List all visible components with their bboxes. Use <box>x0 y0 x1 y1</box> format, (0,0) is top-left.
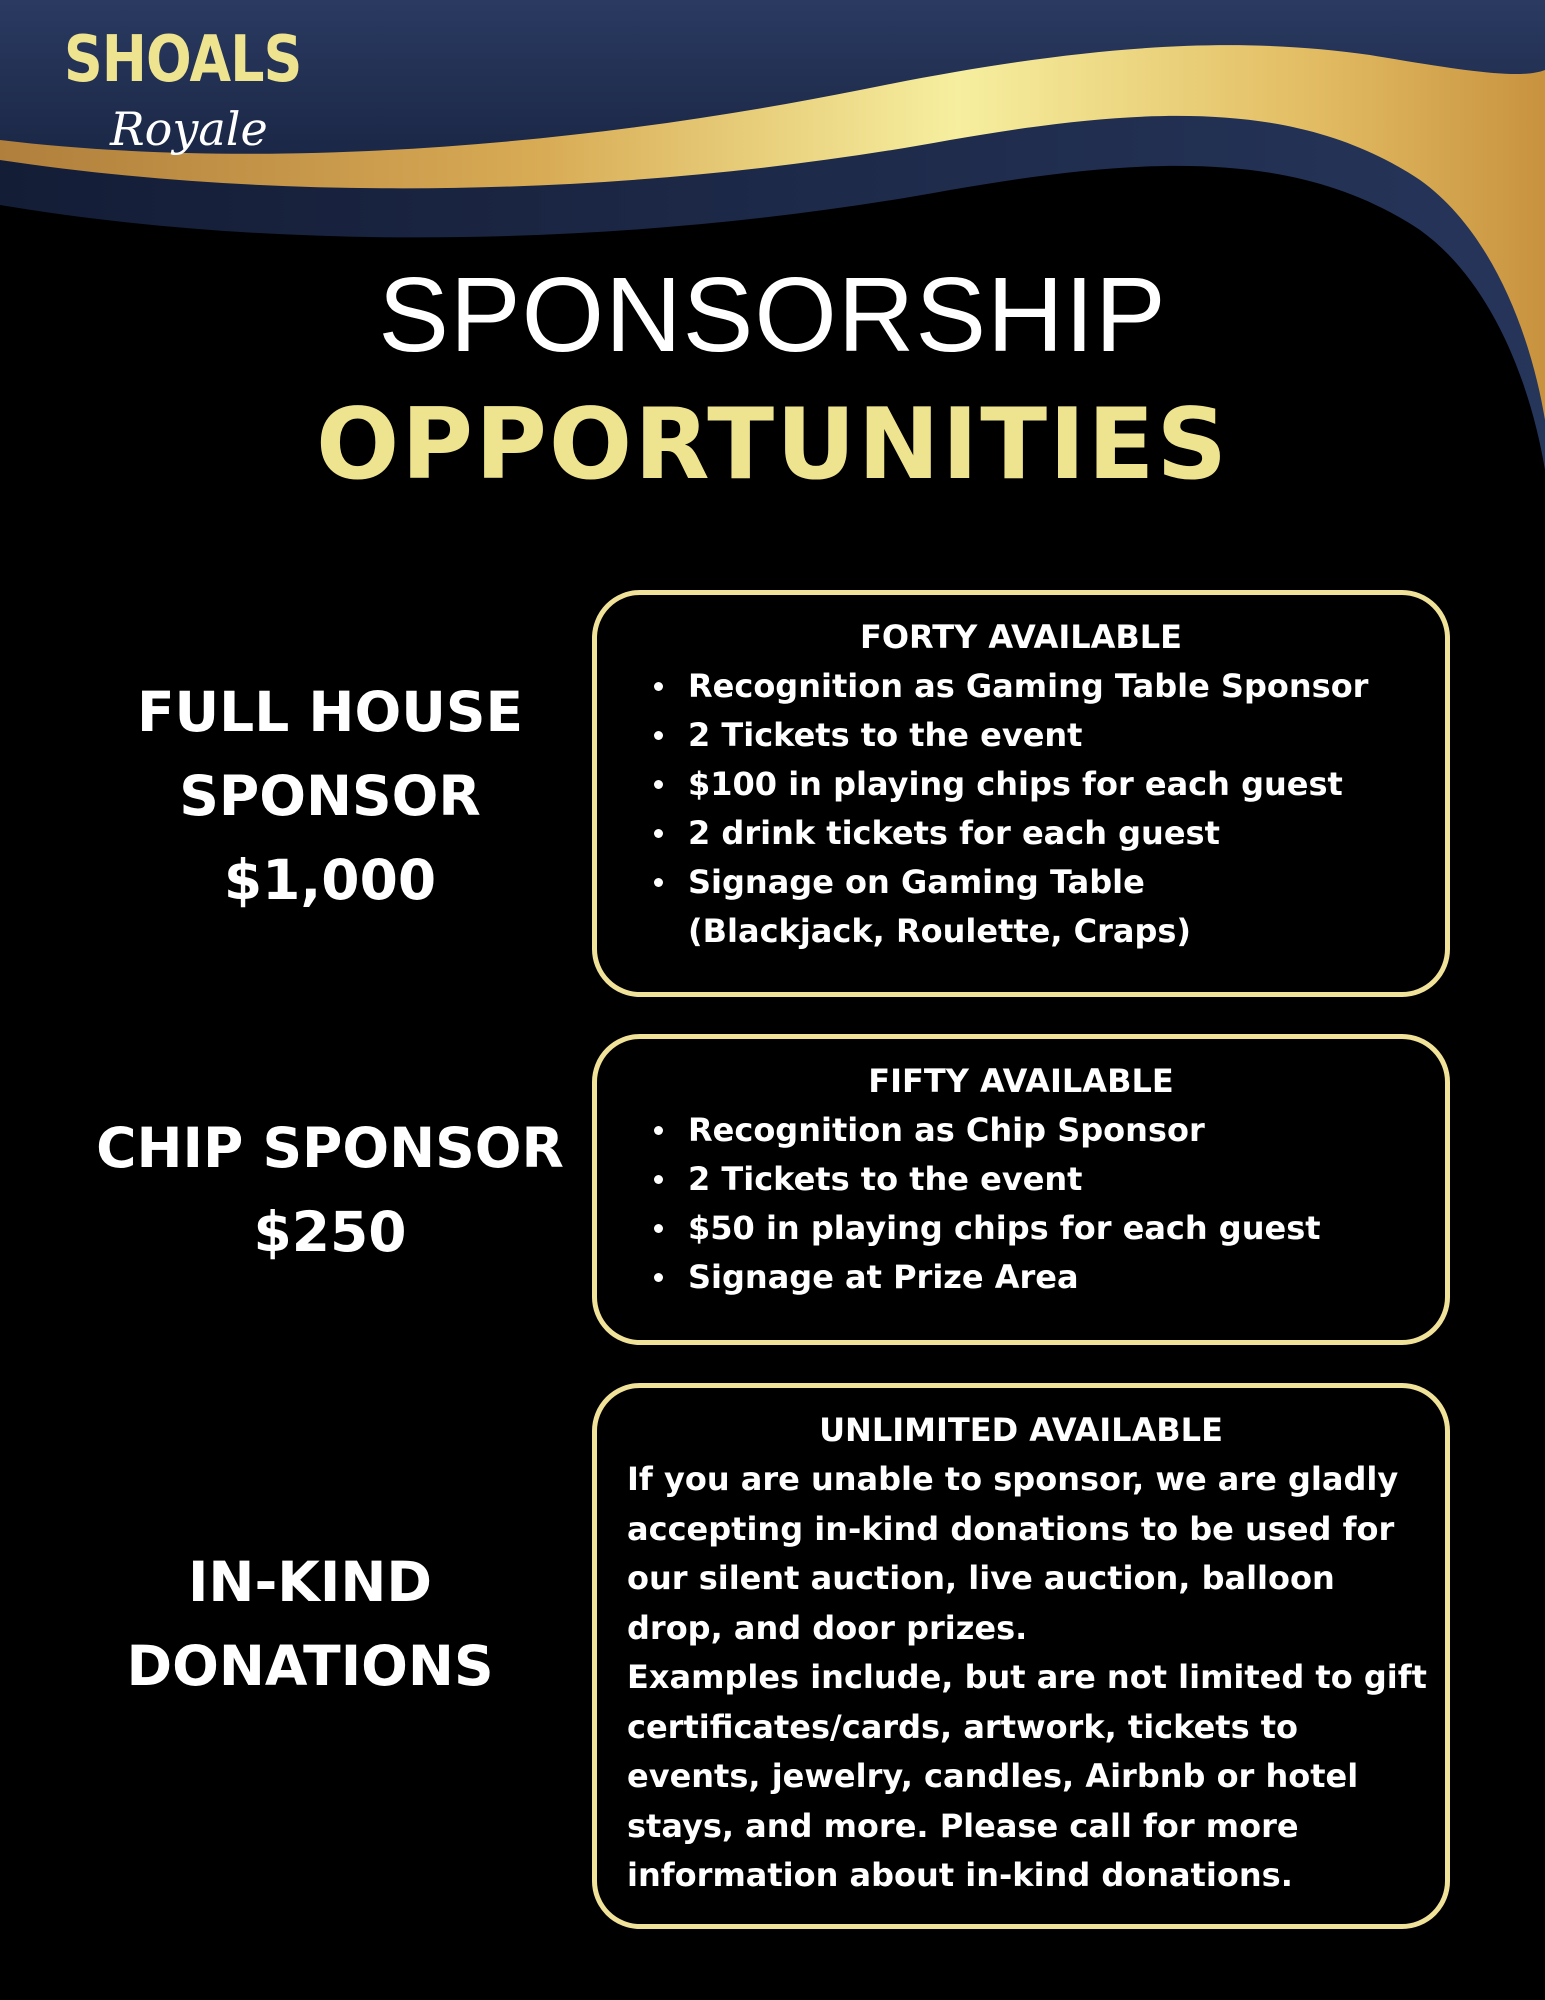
benefit-list <box>597 662 1445 956</box>
brand-logo <box>64 23 324 168</box>
tier-label-full-house <box>60 670 600 922</box>
benefit-item: $50 in playing chips for each guest <box>688 1204 1425 1253</box>
tier-label-line: IN-KIND <box>187 1550 433 1614</box>
availability-heading: FIFTY AVAILABLE <box>868 1062 1174 1100</box>
benefit-item: $100 in playing chips for each guest <box>688 760 1425 809</box>
tier-card-full-house <box>592 590 1450 997</box>
benefit-item: Signage at Prize Area <box>688 1253 1425 1302</box>
tier-label-line: SPONSOR <box>179 764 481 828</box>
tier-label-line: FULL HOUSE <box>136 680 524 744</box>
donation-paragraph: If you are unable to sponsor, we are gladly accepting in-kind donations to be used for our silent auction, live auction, balloon drop, and door prizes. <box>627 1460 1399 1647</box>
donation-examples-paragraph: Examples include, but are not limited to gift certificates/cards, artwork, tickets to events, jewelry, candles, Airbnb or hotel stays, and more. Please call for more information about in-kind donations. <box>627 1658 1427 1894</box>
tier-label-in-kind <box>40 1540 580 1708</box>
benefit-item: 2 drink tickets for each guest <box>688 809 1425 858</box>
availability-heading: UNLIMITED AVAILABLE <box>819 1411 1223 1449</box>
benefit-item: 2 Tickets to the event <box>688 711 1425 760</box>
benefit-item: Recognition as Gaming Table Sponsor <box>688 662 1425 711</box>
benefit-item: Recognition as Chip Sponsor <box>688 1106 1425 1155</box>
brand-script: Royale <box>110 102 268 156</box>
page-title-sponsorship: SPONSORSHIP <box>378 256 1167 374</box>
benefit-item: 2 Tickets to the event <box>688 1155 1425 1204</box>
tier-label-line: CHIP SPONSOR <box>96 1116 564 1180</box>
tier-price: $250 <box>253 1200 407 1264</box>
tier-label-chip <box>60 1106 600 1274</box>
tier-card-chip <box>592 1034 1450 1345</box>
tier-label-line: DONATIONS <box>126 1634 494 1698</box>
page-title-opportunities: OPPORTUNITIES <box>315 388 1230 502</box>
availability-heading: FORTY AVAILABLE <box>859 618 1183 656</box>
benefit-list <box>597 1106 1445 1302</box>
brand-name: SHOALS <box>64 23 302 97</box>
tier-price: $1,000 <box>223 848 437 912</box>
tier-card-in-kind <box>592 1383 1450 1929</box>
benefit-item: Signage on Gaming Table (Blackjack, Roulette, Craps) <box>688 858 1425 956</box>
